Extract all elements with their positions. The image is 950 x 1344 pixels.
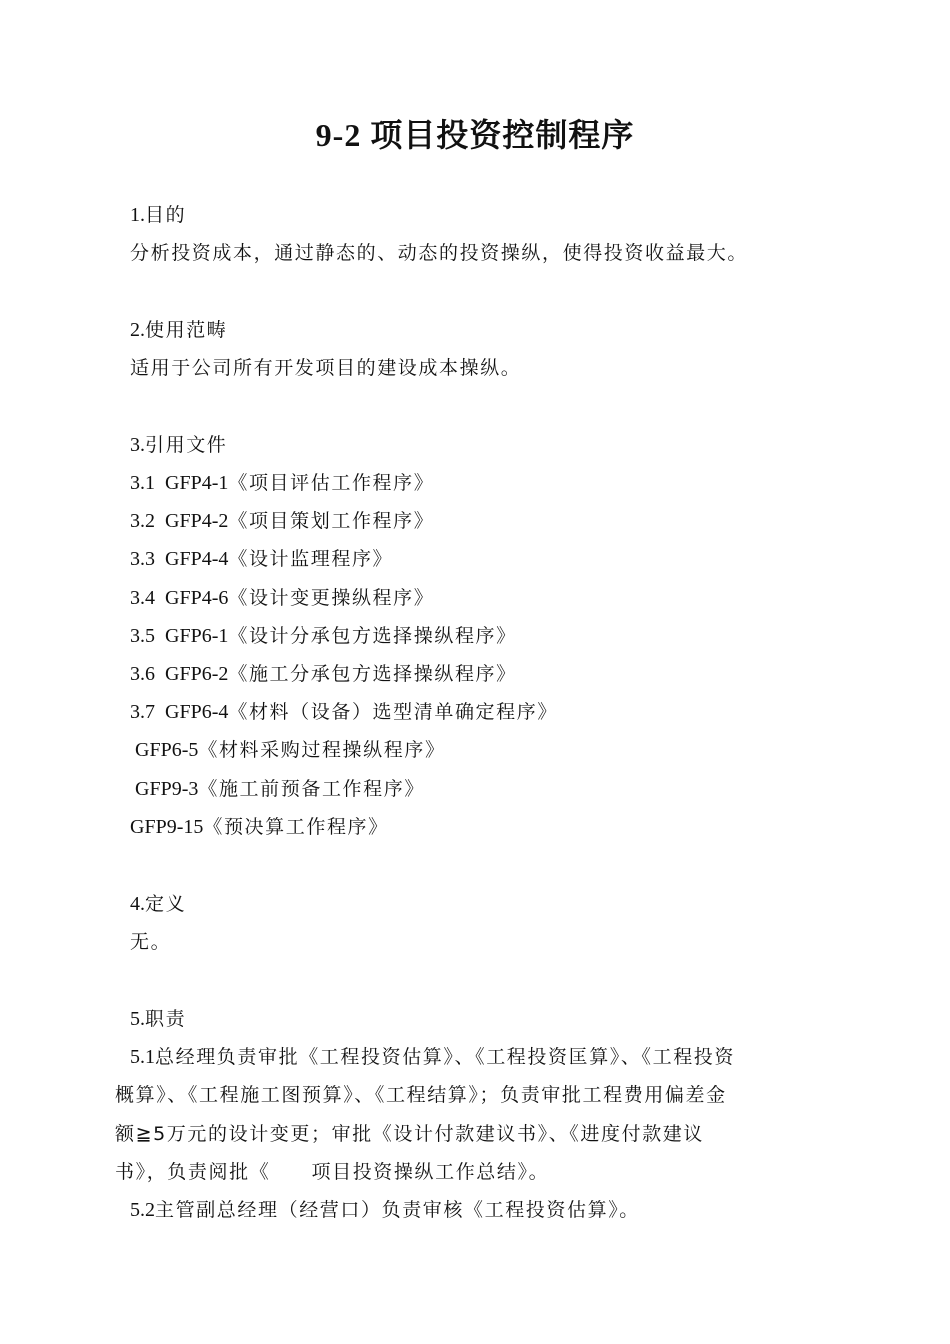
reference-code: 3.5 GFP6-1 xyxy=(130,625,229,647)
reference-code: 3.6 GFP6-2 xyxy=(130,663,229,685)
item-text: 总经理负责审批《工程投资估算》、《工程投资匡算》、《工程投资 xyxy=(155,1046,736,1068)
section-heading-text: 引用文件 xyxy=(145,434,228,456)
reference-title: 《设计监理程序》 xyxy=(228,548,394,570)
section-heading-text: 定义 xyxy=(145,893,187,915)
reference-item xyxy=(130,815,389,839)
section-number: 2. xyxy=(130,319,145,341)
reference-title: 《设计分承包方选择操纵程序》 xyxy=(228,625,517,647)
section-number: 5. xyxy=(130,1008,145,1030)
reference-code: GFP9-15 xyxy=(130,816,204,838)
item-number: 5.1 xyxy=(130,1046,155,1068)
reference-item xyxy=(130,471,434,495)
reference-title: 《项目策划工作程序》 xyxy=(228,510,435,532)
reference-item xyxy=(135,738,446,762)
section-number: 4. xyxy=(130,893,145,915)
responsibility-5-1-line-3: 额≧5万元的设计变更；审批《设计付款建议书》、《进度付款建议 xyxy=(115,1123,705,1145)
reference-title: 《预决算工作程序》 xyxy=(203,816,389,838)
reference-title: 《施工前预备工作程序》 xyxy=(198,778,425,800)
responsibility-5-1-line-1 xyxy=(130,1045,735,1069)
reference-code: 3.3 GFP4-4 xyxy=(130,548,229,570)
reference-item xyxy=(130,547,393,571)
reference-item xyxy=(130,662,517,686)
reference-item xyxy=(130,624,517,648)
item-number: 5.2 xyxy=(130,1199,155,1221)
responsibility-5-1-line-2: 概算》、《工程施工图预算》、《工程结算》；负责审批工程费用偏差金 xyxy=(115,1084,727,1106)
section-2-heading xyxy=(130,318,227,342)
section-heading-text: 目的 xyxy=(145,204,187,226)
reference-code: GFP9-3 xyxy=(135,778,199,800)
reference-item xyxy=(130,509,434,533)
section-heading-text: 职责 xyxy=(145,1008,187,1030)
section-4-heading xyxy=(130,892,186,916)
item-text: 主管副总经理（经营口）负责审核《工程投资估算》。 xyxy=(155,1199,640,1221)
reference-code: 3.1 GFP4-1 xyxy=(130,472,229,494)
reference-item xyxy=(130,700,558,724)
section-5-heading xyxy=(130,1007,186,1031)
reference-code: 3.2 GFP4-2 xyxy=(130,510,229,532)
section-1-heading xyxy=(130,203,186,227)
document-title: 9-2 项目投资控制程序 xyxy=(315,117,635,153)
section-3-heading xyxy=(130,433,227,457)
section-number: 3. xyxy=(130,434,145,456)
reference-code: 3.7 GFP6-4 xyxy=(130,701,229,723)
section-2-body: 适用于公司所有开发项目的建设成本操纵。 xyxy=(130,357,522,379)
section-4-body: 无。 xyxy=(130,931,172,953)
reference-item xyxy=(135,777,425,801)
reference-code: 3.4 GFP4-6 xyxy=(130,587,229,609)
reference-code: GFP6-5 xyxy=(135,739,199,761)
responsibility-5-2 xyxy=(130,1198,640,1222)
reference-item xyxy=(130,586,434,610)
reference-title: 《材料采购过程操纵程序》 xyxy=(198,739,446,761)
section-heading-text: 使用范畴 xyxy=(145,319,228,341)
reference-title: 《施工分承包方选择操纵程序》 xyxy=(228,663,517,685)
reference-title: 《材料（设备）选型清单确定程序》 xyxy=(228,701,558,723)
reference-title: 《项目评估工作程序》 xyxy=(228,472,435,494)
responsibility-5-1-line-4: 书》，负责阅批《 项目投资操纵工作总结》。 xyxy=(115,1161,550,1183)
section-number: 1. xyxy=(130,204,145,226)
reference-title: 《设计变更操纵程序》 xyxy=(228,587,435,609)
section-1-body: 分析投资成本，通过静态的、动态的投资操纵，使得投资收益最大。 xyxy=(130,242,749,264)
